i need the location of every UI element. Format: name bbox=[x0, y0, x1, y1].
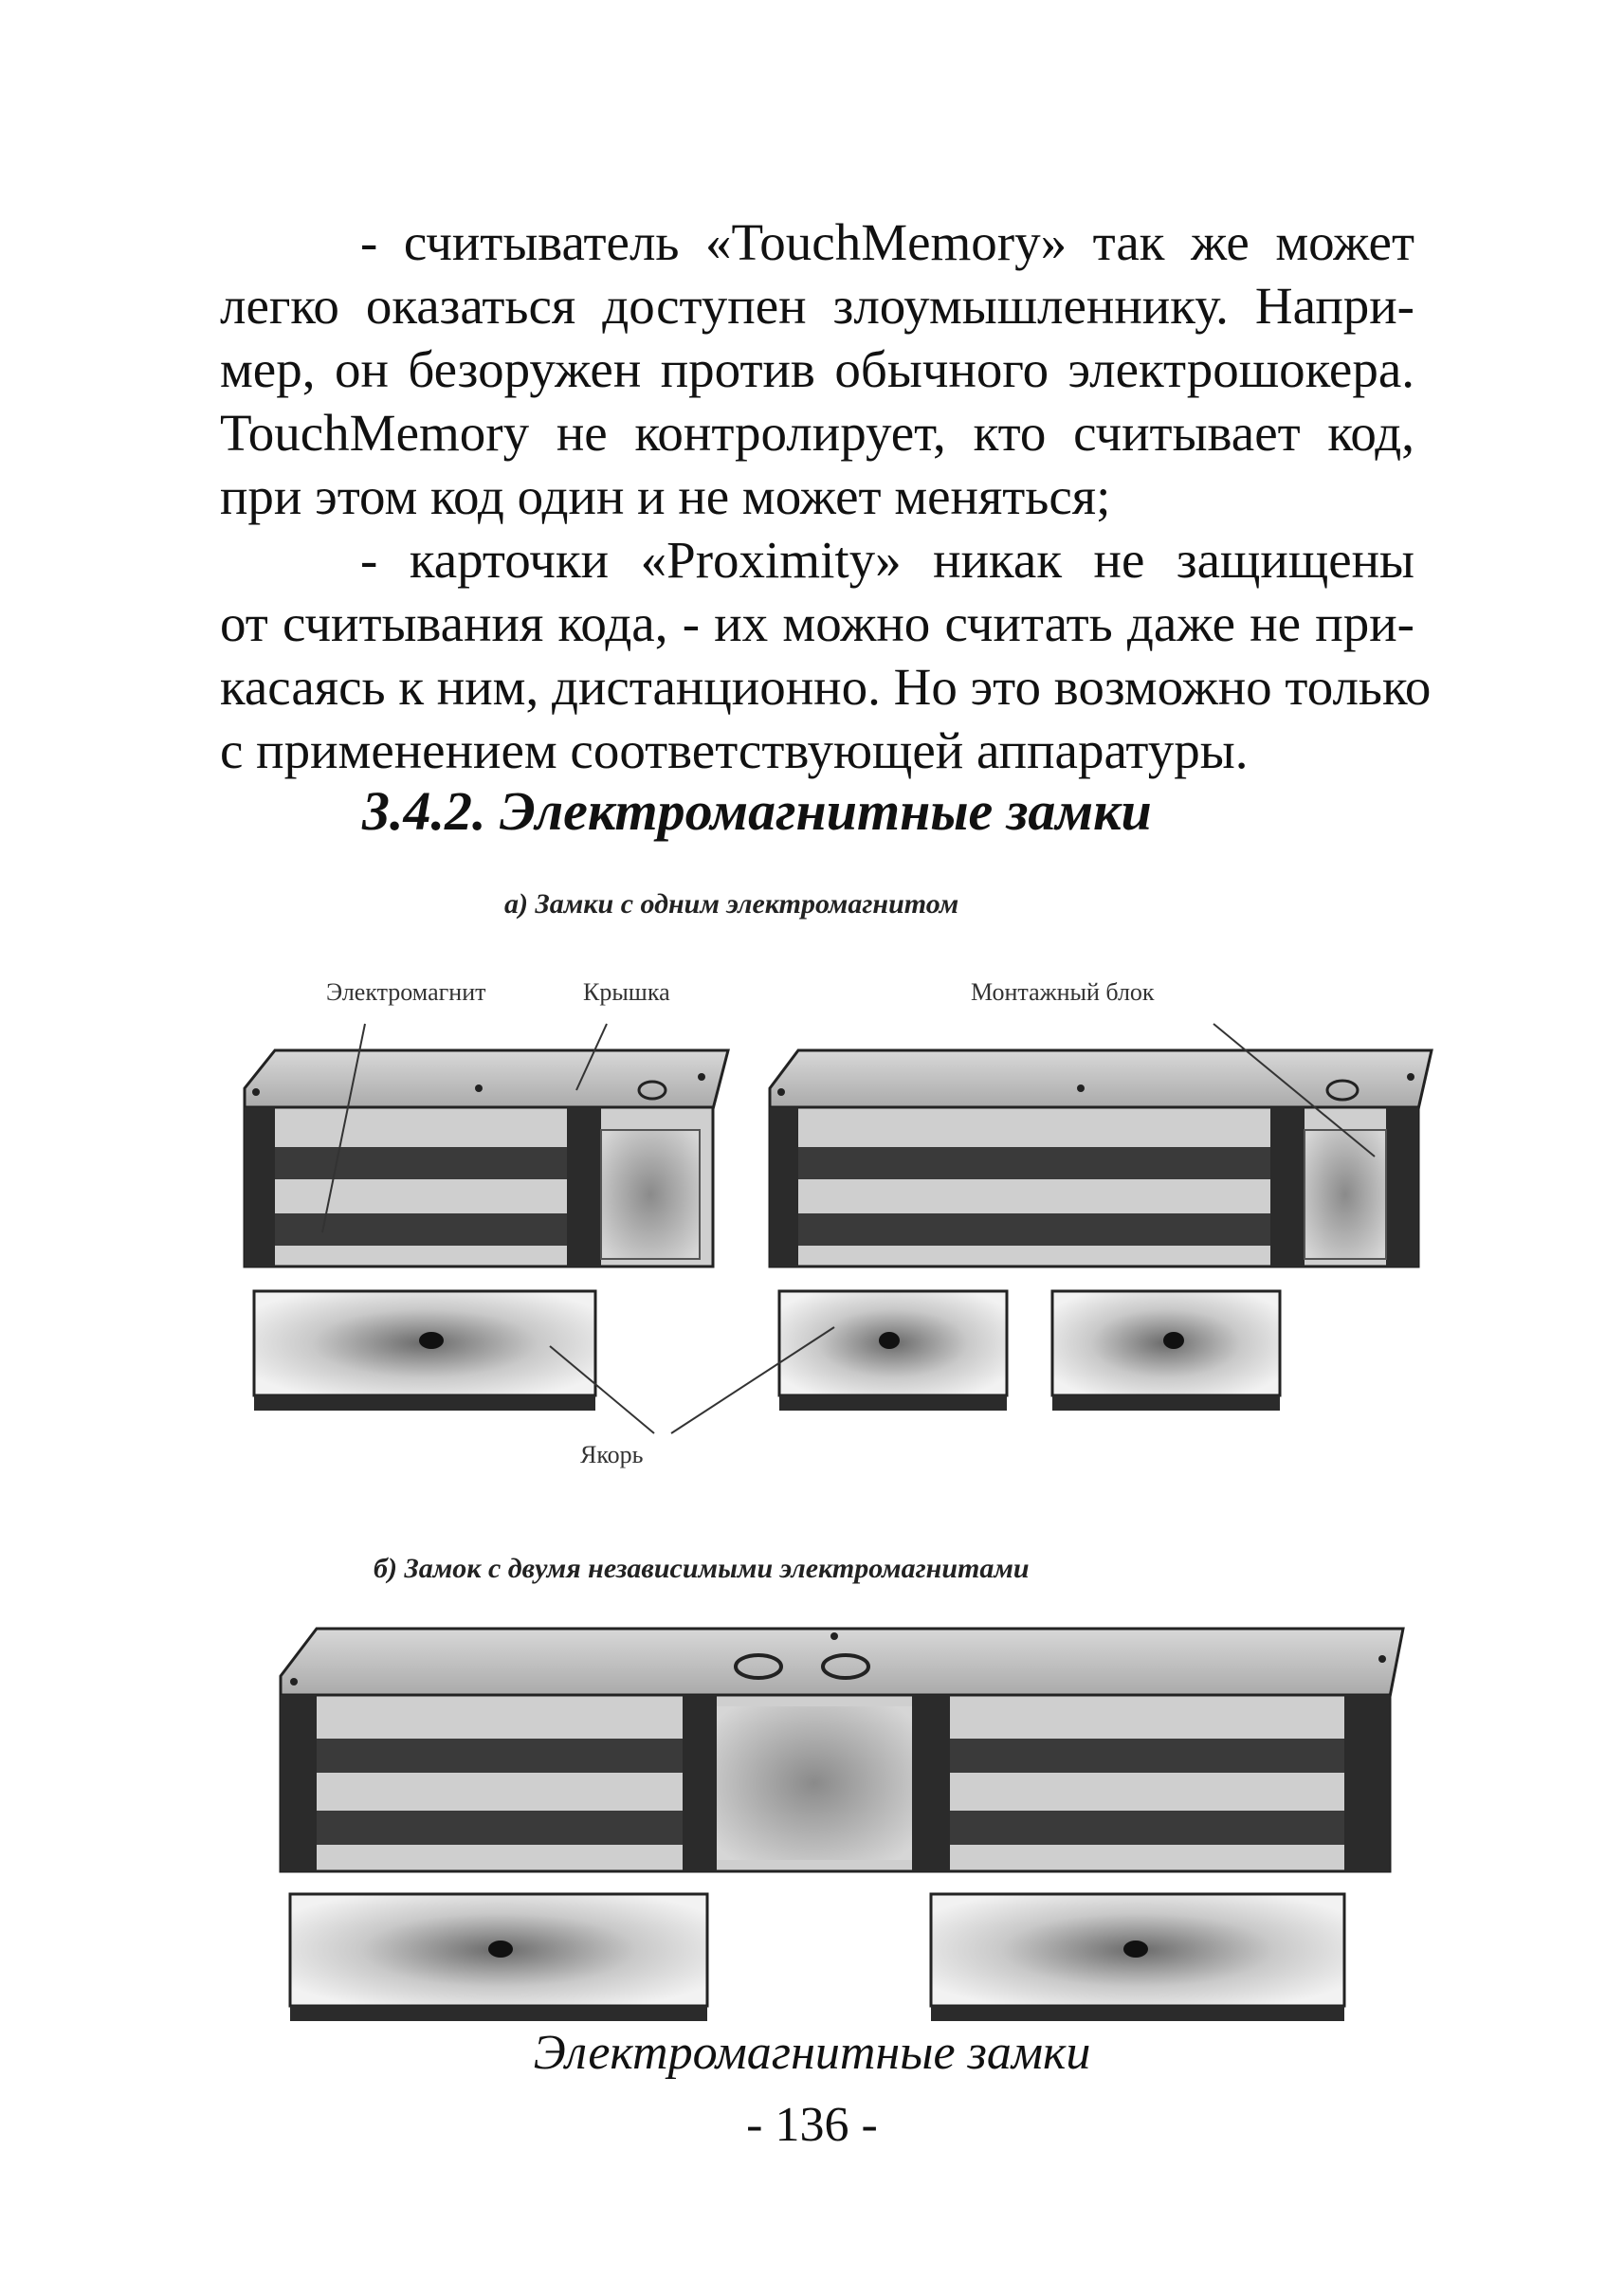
page-number: - 136 - bbox=[746, 2098, 878, 2152]
text-line: TouchMemory не контролирует, кто считывает код, bbox=[220, 404, 1414, 462]
text-line: с применением соответствующей аппаратуры. bbox=[220, 721, 1249, 779]
lock-b bbox=[281, 1629, 1403, 1871]
lock-a2 bbox=[770, 1050, 1432, 1266]
paragraph-touchmemory bbox=[220, 210, 1414, 528]
label-electromagnet: Электромагнит bbox=[326, 978, 486, 1006]
paragraph-proximity bbox=[220, 528, 1432, 782]
text-line: мер, он безоружен против обычного электрошокера. bbox=[220, 340, 1414, 398]
text-line: - карточки «Proximity» никак не защищены bbox=[360, 531, 1414, 589]
label-armature: Якорь bbox=[580, 1441, 644, 1468]
armature-a1 bbox=[254, 1291, 595, 1411]
figure-caption: Электромагнитные замки bbox=[533, 2026, 1091, 2080]
text-line: касаясь к ним, дистанционно. Но это возможно только bbox=[220, 658, 1432, 716]
label-cover: Крышка bbox=[583, 978, 670, 1006]
section-heading: 3.4.2. Электромагнитные замки bbox=[362, 780, 1152, 842]
label-mounting-block: Монтажный блок bbox=[971, 978, 1155, 1006]
text-line: при этом код один и не может меняться; bbox=[220, 467, 1111, 525]
armature-b2 bbox=[931, 1894, 1344, 2021]
figure-b-subtitle: б) Замок с двумя независимыми электромагнитами bbox=[374, 1553, 1030, 1584]
figure-a-subtitle: а) Замки с одним электромагнитом bbox=[504, 888, 959, 920]
armature-a2 bbox=[779, 1291, 1007, 1411]
text-line: от считывания кода, - их можно считать даже не при- bbox=[220, 594, 1414, 652]
text-line: - считыватель «TouchMemory» так же может bbox=[360, 213, 1414, 271]
text-line: легко оказаться доступен злоумышленнику. Напри- bbox=[220, 277, 1414, 335]
armature-b1 bbox=[290, 1894, 707, 2021]
armature-a3 bbox=[1052, 1291, 1280, 1411]
lock-a1 bbox=[245, 1050, 728, 1266]
